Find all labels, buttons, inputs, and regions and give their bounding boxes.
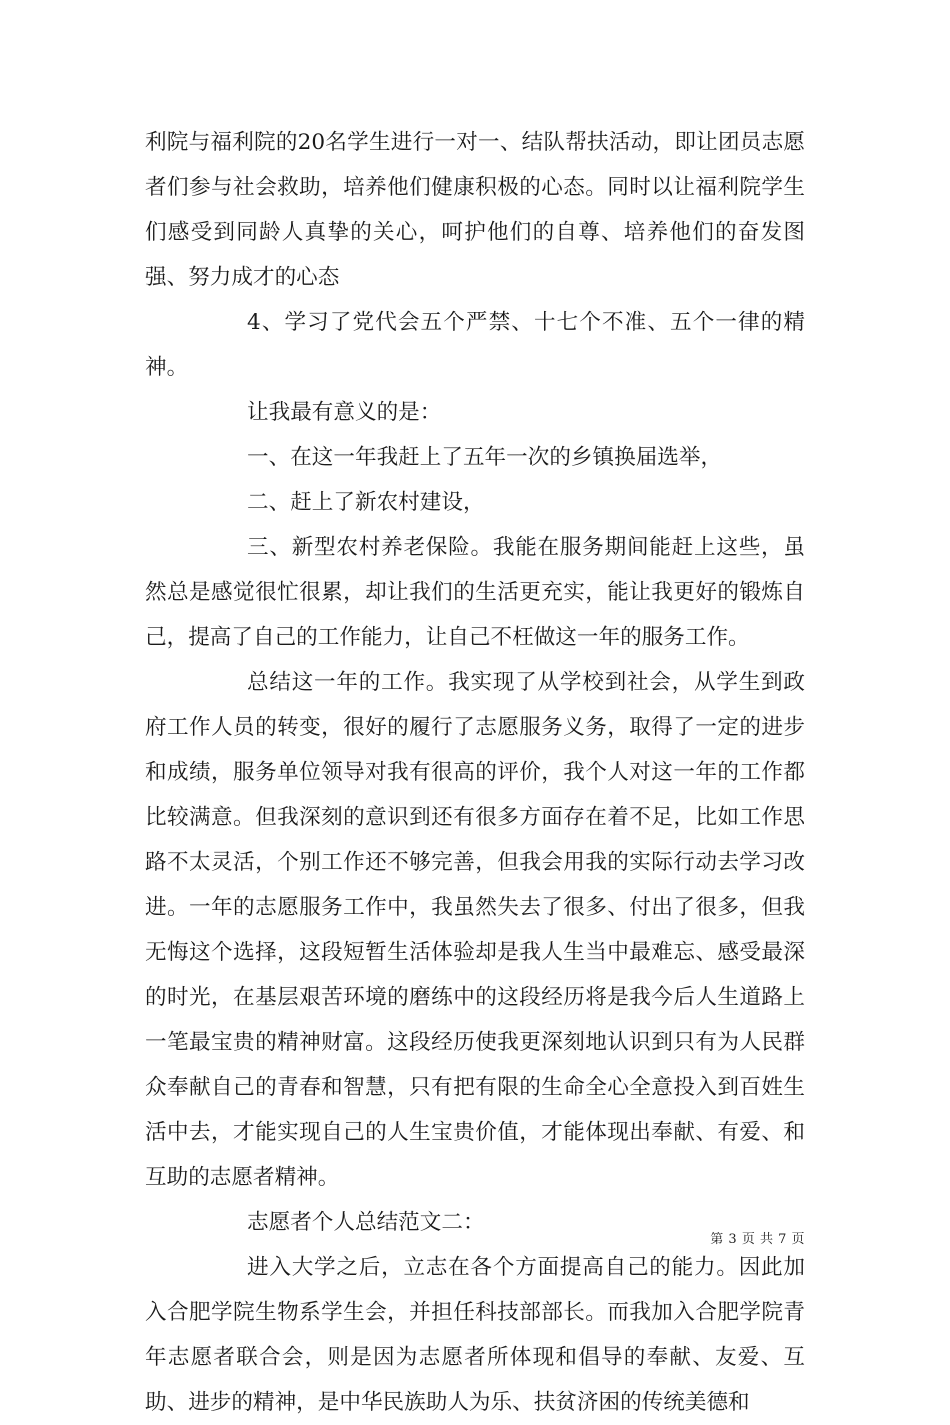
paragraph-3: 让我最有意义的是： (247, 400, 442, 425)
paragraph-9: 进入大学之后，立志在各个方面提高自己的能力。因此加入合肥学院生物系学生会，并担任科技部部长。而我加入合肥学院青年志愿者联合会，则是因为志愿者所体现和倡导的奉献、友爱、互助、进步的精神，是中华民族助人为乐、扶贫济困的传统美德和 (145, 1255, 805, 1415)
document-body (145, 120, 805, 1425)
paragraph-8: 志愿者个人总结范文二： (247, 1210, 485, 1235)
paragraph-4: 一、在这一年我赶上了五年一次的乡镇换届选举， (247, 445, 723, 470)
paragraph-6: 三、新型农村养老保险。我能在服务期间能赶上这些，虽然总是感觉很忙很累，却让我们的生活更充实，能让我更好的锻炼自己，提高了自己的工作能力，让自己不枉做这一年的服务工作。 (145, 535, 805, 650)
paragraph-7: 总结这一年的工作。我实现了从学校到社会，从学生到政府工作人员的转变，很好的履行了志愿服务义务，取得了一定的进步和成绩，服务单位领导对我有很高的评价，我个人对这一年的工作都比较满意。但我深刻的意识到还有很多方面存在着不足，比如工作思路不太灵活，个别工作还不够完善，但我会用我的实际行动去学习改进。一年的志愿服务工作中，我虽然失去了很多、付出了很多，但我无悔这个选择，这段短暂生活体验却是我人生当中最难忘、感受最深的时光，在基层艰苦环境的磨练中的这段经历将是我今后人生道路上一笔最宝贵的精神财富。这段经历使我更深刻地认识到只有为人民群众奉献自己的青春和智慧，只有把有限的生命全心全意投入到百姓生活中去，才能实现自己的人生宝贵价值，才能体现出奉献、有爱、和互助的志愿者精神。 (145, 670, 805, 1190)
page-number-footer: 第 3 页 共 7 页 (710, 1232, 805, 1247)
paragraph-5: 二、赶上了新农村建设， (247, 490, 485, 515)
paragraph-2: 4、学习了党代会五个严禁、十七个不准、五个一律的精神。 (145, 310, 805, 380)
paragraph-1: 利院与福利院的20名学生进行一对一、结队帮扶活动，即让团员志愿者们参与社会救助，培养他们健康积极的心态。同时以让福利院学生们感受到同龄人真挚的关心，呵护他们的自尊、培养他们的奋发图强、努力成才的心态 (145, 130, 805, 290)
